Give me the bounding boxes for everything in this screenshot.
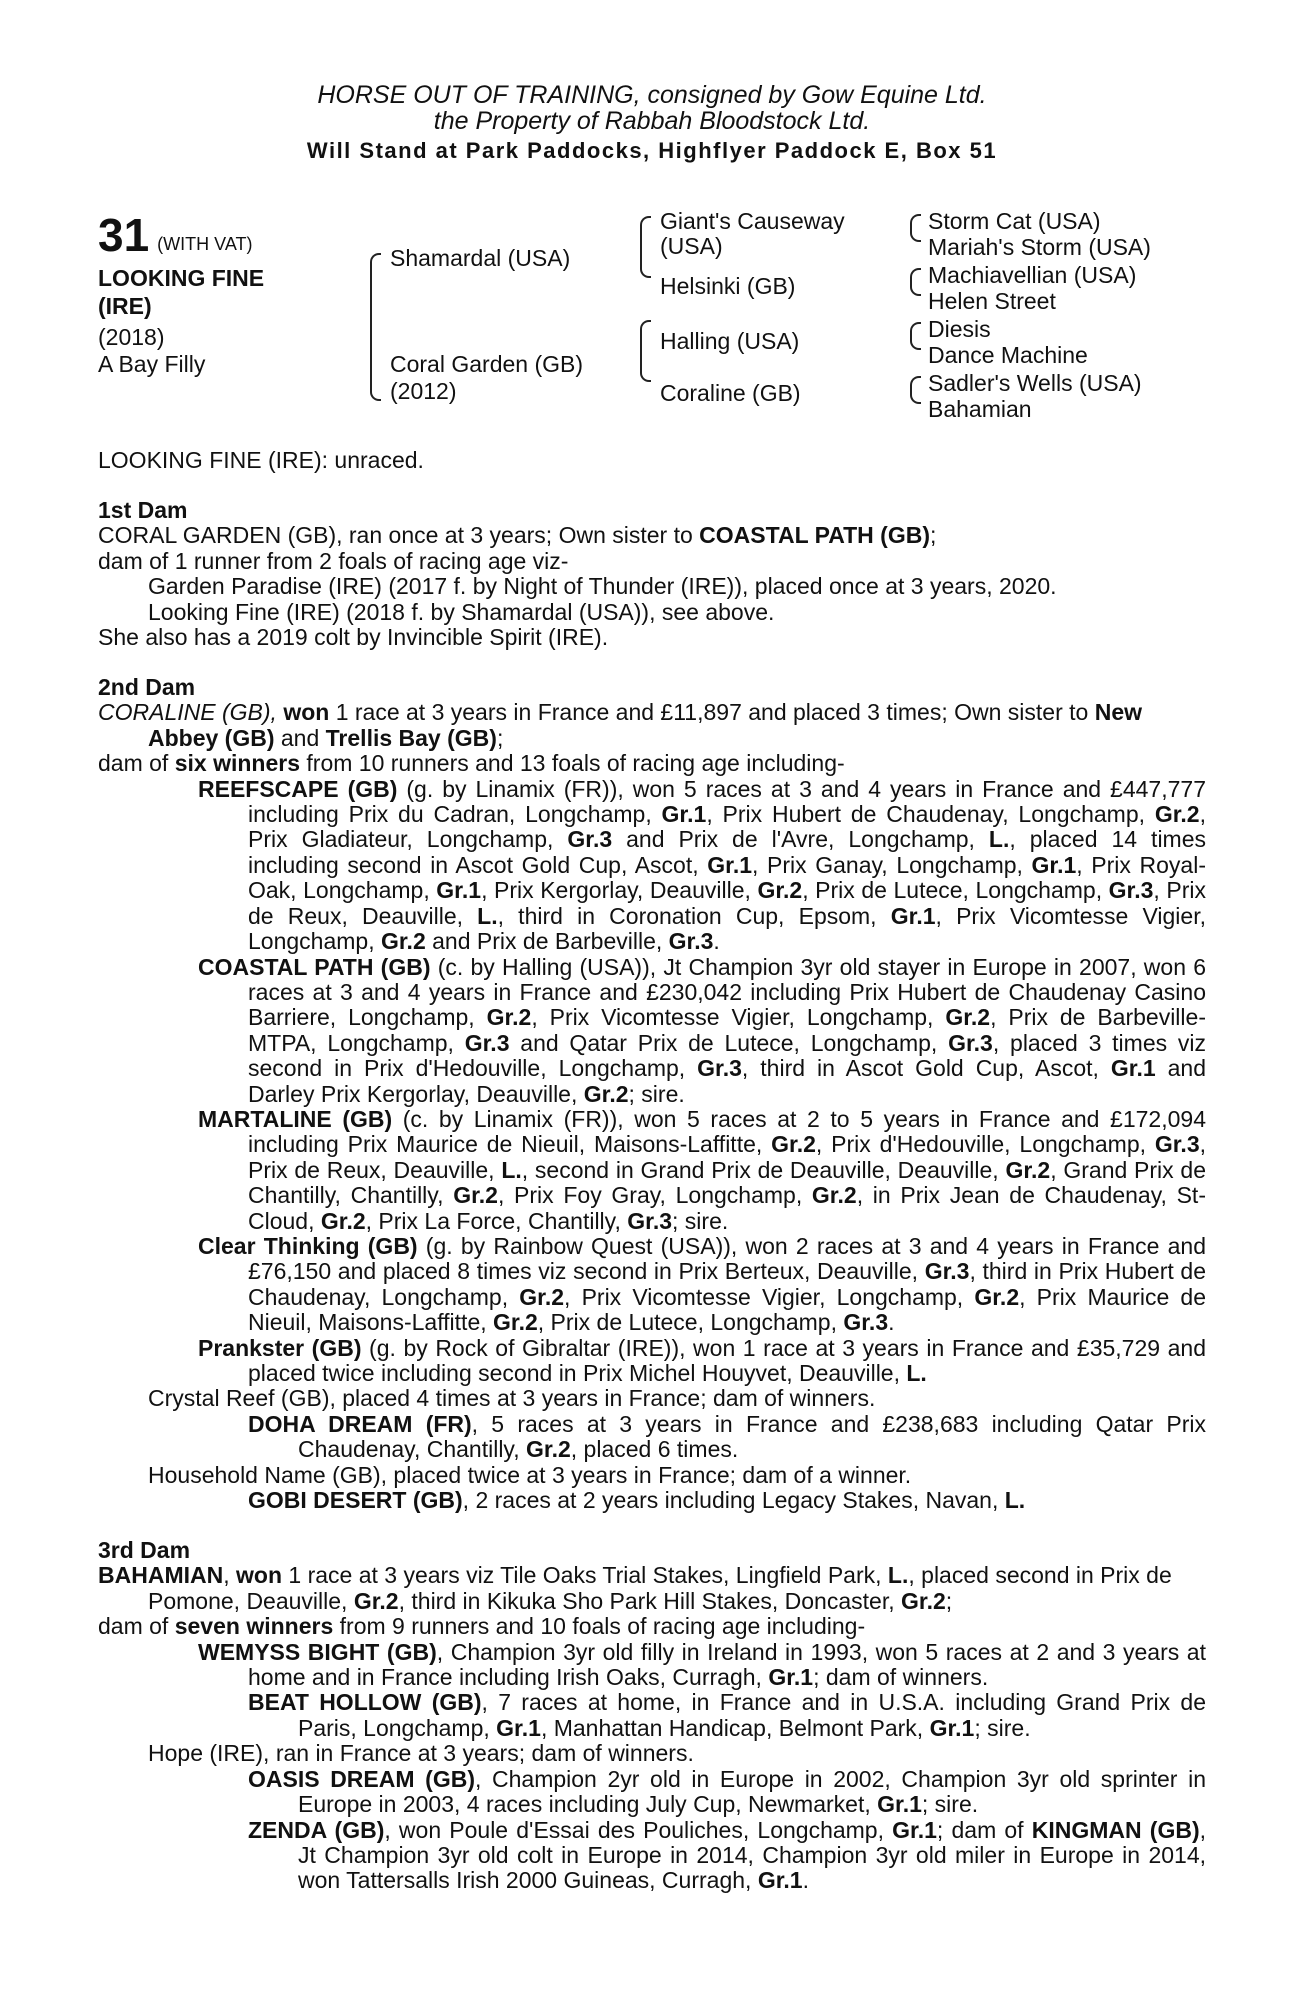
dam-name: Coral Garden (GB) [390,351,584,377]
sire-sire-line1: Giant's Causeway [660,208,845,234]
sdd-name: Helen Street [928,288,1056,314]
third-dam-produce-summary: dam of seven winners from 9 runners and 10 foals of racing age including- [98,1613,866,1640]
race-record: LOOKING FINE (IRE): unraced. [98,447,424,473]
consignor-line: HORSE OUT OF TRAINING, consigned by Gow Equine Ltd. [317,81,987,109]
gen2-sire-bracket [640,216,651,278]
second-dam-produce-summary: dam of six winners from 10 runners and 13 foals of racing age including- [98,750,845,777]
pedigree-block [98,208,1206,448]
produce-entry-oasis-dream: OASIS DREAM (GB), Champion 2yr old in Europe in 2002, Champion 3yr old sprinter in Europe in 2003, 4 races including July Cup, Newmarket, Gr.1; sire. [248,1765,1207,1818]
stabling-line: Will Stand at Park Paddocks, Highflyer Paddock E, Box 51 [306,138,998,163]
lot-heading [98,209,253,261]
first-dam-para: CORAL GARDEN (GB), ran once at 3 years; Own sister to COASTAL PATH (GB); [98,522,937,549]
sire-sire-line2: (USA) [660,233,723,259]
first-dam-heading: 1st Dam [98,497,188,524]
second-dam-heading: 2nd Dam [98,674,196,701]
catalogue-page [98,82,1206,1894]
sire-name: Shamardal (USA) [390,245,571,271]
gen3-bracket-3 [910,322,921,350]
produce-entry-martaline: MARTALINE (GB) (c. by Linamix (FR)), won 5 races at 2 to 5 years in France and £172,094 including Prix Maurice de Nieuil, Maisons-Laffitte, Gr.2, Prix d'Hedouville, Longchamp, Gr.3, Prix de Reux, Deauville, L., second in Grand Prix de Deauville, Deauville, Gr.2, Grand Prix de Chantilly, Chantilly, Gr.2, Prix Foy Gray, Longchamp, Gr.2, in Prix Jean de Chaudenay, St-Cloud, Gr.2, Prix La Force, Chantilly, Gr.3; sire. [198,1105,1207,1234]
ssd-name: Mariah's Storm (USA) [928,234,1151,260]
produce-entry-household-name: Household Name (GB), placed twice at 3 years in France; dam of a winner. [148,1461,912,1488]
dam-year: (2012) [390,378,457,404]
produce-entry-wemyss-bight: WEMYSS BIGHT (GB), Champion 3yr old filly in Ireland in 1993, won 5 races at 2 and 3 years at home and in France including Irish Oaks, Curragh, Gr.1; dam of winners. [198,1638,1206,1691]
third-dam-para: BAHAMIAN, won 1 race at 3 years viz Tile Oaks Trial Stakes, Lingfield Park, L., placed second in Prix de Pomone, Deauville, Gr.2, third in Kikuka Sho Park Hill Stakes, Doncaster, Gr.2; [98,1562,1172,1614]
produce-entry: Looking Fine (IRE) (2018 f. by Shamardal (USA)), see above. [148,598,775,625]
dam-dam: Coraline (GB) [660,380,801,406]
produce-entry: Garden Paradise (IRE) (2017 f. by Night of Thunder (IRE)), placed once at 3 years, 2020. [148,573,1057,600]
gen2-dam-bracket [640,320,651,382]
produce-entry-coastal-path: COASTAL PATH (GB) (c. by Halling (USA)), Jt Champion 3yr old stayer in Europe in 2007, won 6 races at 3 and 4 years in France and £230,042 including Prix Hubert de Chaudenay Casino Barriere, Longchamp, Gr.2, Prix Vicomtesse Vigier, Longchamp, Gr.2, Prix de Barbeville-MTPA, Longchamp, Gr.3 and Qatar Prix de Lutece, Longchamp, Gr.3, placed 3 times viz second in Prix d'Hedouville, Longchamp, Gr.3, third in Ascot Gold Cup, Ascot, Gr.1 and Darley Prix Kergorlay, Deauville, Gr.2; sire. [198,953,1207,1107]
dds-name: Sadler's Wells (USA) [928,370,1142,396]
ddd-name: Bahamian [928,396,1032,422]
sds-name: Machiavellian (USA) [928,262,1137,288]
dsd-name: Dance Machine [928,342,1088,368]
gen3-bracket-1 [910,214,921,242]
produce-entry-reefscape: REEFSCAPE (GB) (g. by Linamix (FR)), won 5 races at 3 and 4 years in France and £447,777 including Prix du Cadran, Longchamp, Gr.1, Prix Hubert de Chaudenay, Longchamp, Gr.2, Prix Gladiateur, Longchamp, Gr.3 and Prix de l'Avre, Longchamp, L., placed 14 times including second in Ascot Gold Cup, Ascot, Gr.1, Prix Ganay, Longchamp, Gr.1, Prix Royal-Oak, Longchamp, Gr.1, Prix Kergorlay, Deauville, Gr.2, Prix de Lutece, Longchamp, Gr.3, Prix de Reux, Deauville, L., third in Coronation Cup, Epsom, Gr.1, Prix Vicomtesse Vigier, Longchamp, Gr.2 and Prix de Barbeville, Gr.3. [198,775,1207,955]
produce-note: She also has a 2019 colt by Invincible Spirit (IRE). [98,624,609,651]
gen3-bracket-2 [910,268,921,296]
produce-entry-doha-dream: DOHA DREAM (FR), 5 races at 3 years in France and £238,683 including Qatar Prix Chaudenay, Chantilly, Gr.2, placed 6 times. [248,1410,1206,1463]
horse-name-line2: (IRE) [98,293,152,319]
gen1-bracket [370,253,381,401]
horse-description: A Bay Filly [98,351,206,377]
dss-name: Diesis [928,316,991,342]
property-line: the Property of Rabbah Bloodstock Ltd. [433,107,871,135]
lot-number: 31 [98,209,150,261]
sire-dam: Helsinki (GB) [660,273,796,299]
gen3-bracket-4 [910,376,921,404]
produce-entry-beat-hollow: BEAT HOLLOW (GB), 7 races at home, in France and in U.S.A. including Grand Prix de Paris, Longchamp, Gr.1, Manhattan Handicap, Belmont Park, Gr.1; sire. [248,1689,1206,1741]
third-dam-heading: 3rd Dam [98,1537,191,1564]
sss-name: Storm Cat (USA) [928,208,1101,234]
produce-entry-clear-thinking: Clear Thinking (GB) (g. by Rainbow Quest (USA)), won 2 races at 3 and 4 years in France and £76,150 and placed 8 times viz second in Prix Berteux, Deauville, Gr.3, third in Prix Hubert de Chaudenay, Longchamp, Gr.2, Prix Vicomtesse Vigier, Longchamp, Gr.2, Prix Maurice de Nieuil, Maisons-Laffitte, Gr.2, Prix de Lutece, Longchamp, Gr.3. [198,1232,1207,1336]
horse-name-line1: LOOKING FINE [98,265,265,291]
produce-entry-hope: Hope (IRE), ran in France at 3 years; dam of winners. [148,1740,694,1767]
produce-entry-crystal-reef: Crystal Reef (GB), placed 4 times at 3 years in France; dam of winners. [148,1385,876,1412]
produce-entry-prankster: Prankster (GB) (g. by Rock of Gibraltar (IRE)), won 1 race at 3 years in France and £35,729 and placed twice including second in Prix Michel Houyvet, Deauville, L. [198,1334,1206,1386]
first-dam-produce-summary: dam of 1 runner from 2 foals of racing age viz- [98,547,569,574]
foaling-year: (2018) [98,324,165,350]
produce-entry-gobi-desert: GOBI DESERT (GB), 2 races at 2 years including Legacy Stakes, Navan, L. [248,1487,1026,1514]
second-dam-para: CORALINE (GB), won 1 race at 3 years in France and £11,897 and placed 3 times; Own sister to New Abbey (GB) and Trellis Bay (GB); [98,699,1142,751]
produce-entry-zenda: ZENDA (GB), won Poule d'Essai des Pouliches, Longchamp, Gr.1; dam of KINGMAN (GB), Jt Champion 3yr old colt in Europe in 2014, Champion 3yr old miler in Europe in 2014, won Tattersalls Irish 2000 Guineas, Curragh, Gr.1. [248,1816,1207,1894]
vat-label: (WITH VAT) [157,234,253,255]
dam-sire: Halling (USA) [660,328,800,354]
